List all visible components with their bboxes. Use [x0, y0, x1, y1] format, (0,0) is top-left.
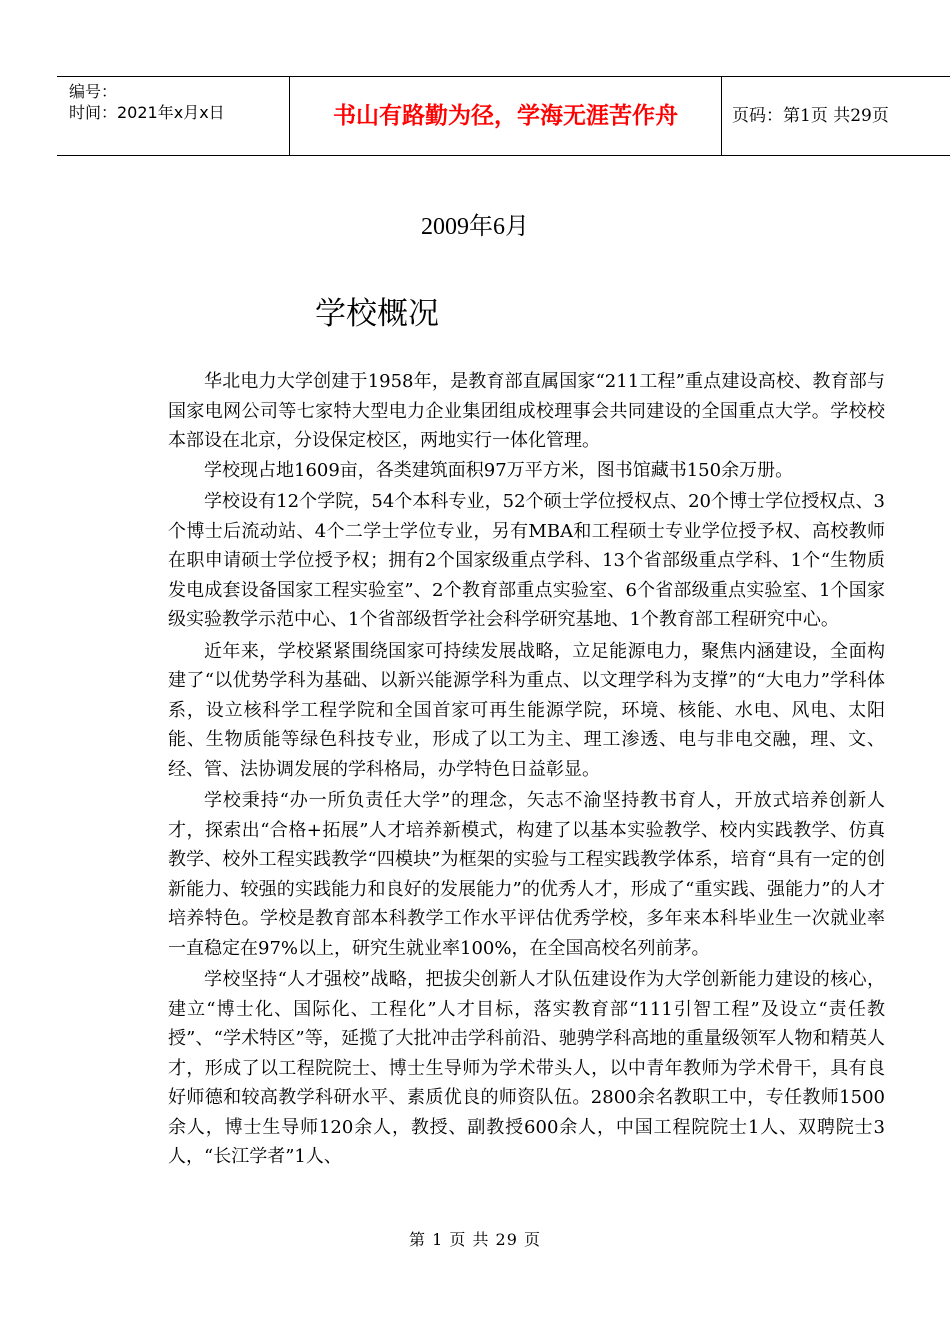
section-title: 学校概况	[315, 296, 439, 332]
header-motto: 书山有路勤为径，学海无涯苦作舟	[290, 77, 722, 155]
document-body	[168, 367, 885, 1172]
paragraph: 学校设有12个学院，54个本科专业，52个硕士学位授权点、20个博士学位授权点、3个博士后流动站、4个二学士学位专业，另有MBA和工程硕士专业学位授予权、高校教师在职申请硕士学位授予权；拥有2个国家级重点学科、13个省部级重点学科、1个“生物质发电成套设备国家工程实验室”、2个教育部重点实验室、6个省部级重点实验室、1个国家级实验教学示范中心、1个省部级哲学社会科学研究基地、1个教育部工程研究中心。	[168, 491, 885, 630]
paragraph: 华北电力大学创建于1958年，是教育部直属国家“211工程”重点建设高校、教育部与国家电网公司等七家特大型电力企业集团组成校理事会共同建设的全国重点大学。学校校本部设在北京，分设保定校区，两地实行一体化管理。	[168, 371, 885, 451]
serial-label: 编号：	[69, 82, 118, 101]
paragraph: 近年来，学校紧紧围绕国家可持续发展战略，立足能源电力，聚焦内涵建设，全面构建了“以优势学科为基础、以新兴能源学科为重点、以文理学科为支撑”的“大电力”学科体系，设立核科学工程学院和全国首家可再生能源学院，环境、核能、水电、风电、太阳能、生物质能等绿色科技专业，形成了以工为主、理工渗透、电与非电交融，理、文、经、管、法协调发展的学科格局，办学特色日益彰显。	[168, 640, 885, 780]
header-meta	[57, 77, 290, 155]
document-date: 2009年6月	[421, 214, 529, 240]
time-label: 时间：2021年x月x日	[69, 103, 225, 122]
header-page-info: 页码：第1页 共29页	[732, 105, 889, 126]
paragraph: 学校坚持“人才强校”战略，把拔尖创新人才队伍建设作为大学创新能力建设的核心，建立“博士化、国际化、工程化”人才目标，落实教育部“111引智工程”及设立“责任教授”、“学术特区”等，延揽了大批冲击学科前沿、驰骋学科高地的重量级领军人物和精英人才，形成了以工程院院士、博士生导师为学术带头人，以中青年教师为学术骨干，具有良好师德和较高教学科研水平、素质优良的师资队伍。2800余名教职工中，专任教师1500余人，博士生导师120余人，教授、副教授600余人，中国工程院院士1人、双聘院士3人，“长江学者”1人、	[168, 969, 885, 1167]
paragraph: 学校秉持“办一所负责任大学”的理念，矢志不渝坚持教书育人，开放式培养创新人才，探索出“合格+拓展”人才培养新模式，构建了以基本实验教学、校内实践教学、仿真教学、校外工程实践教学“四模块”为框架的实验与工程实践教学体系，培育“具有一定的创新能力、较强的实践能力和良好的发展能力”的优秀人才，形成了“重实践、强能力”的人才培养特色。学校是教育部本科教学工作水平评估优秀学校，多年来本科毕业生一次就业率一直稳定在97%以上，研究生就业率100%，在全国高校名列前茅。	[168, 790, 885, 959]
paragraph: 学校现占地1609亩，各类建筑面积97万平方米，图书馆藏书150余万册。	[204, 459, 794, 481]
page-footer: 第 1 页 共 29 页	[409, 1230, 541, 1249]
page-header	[57, 76, 950, 156]
